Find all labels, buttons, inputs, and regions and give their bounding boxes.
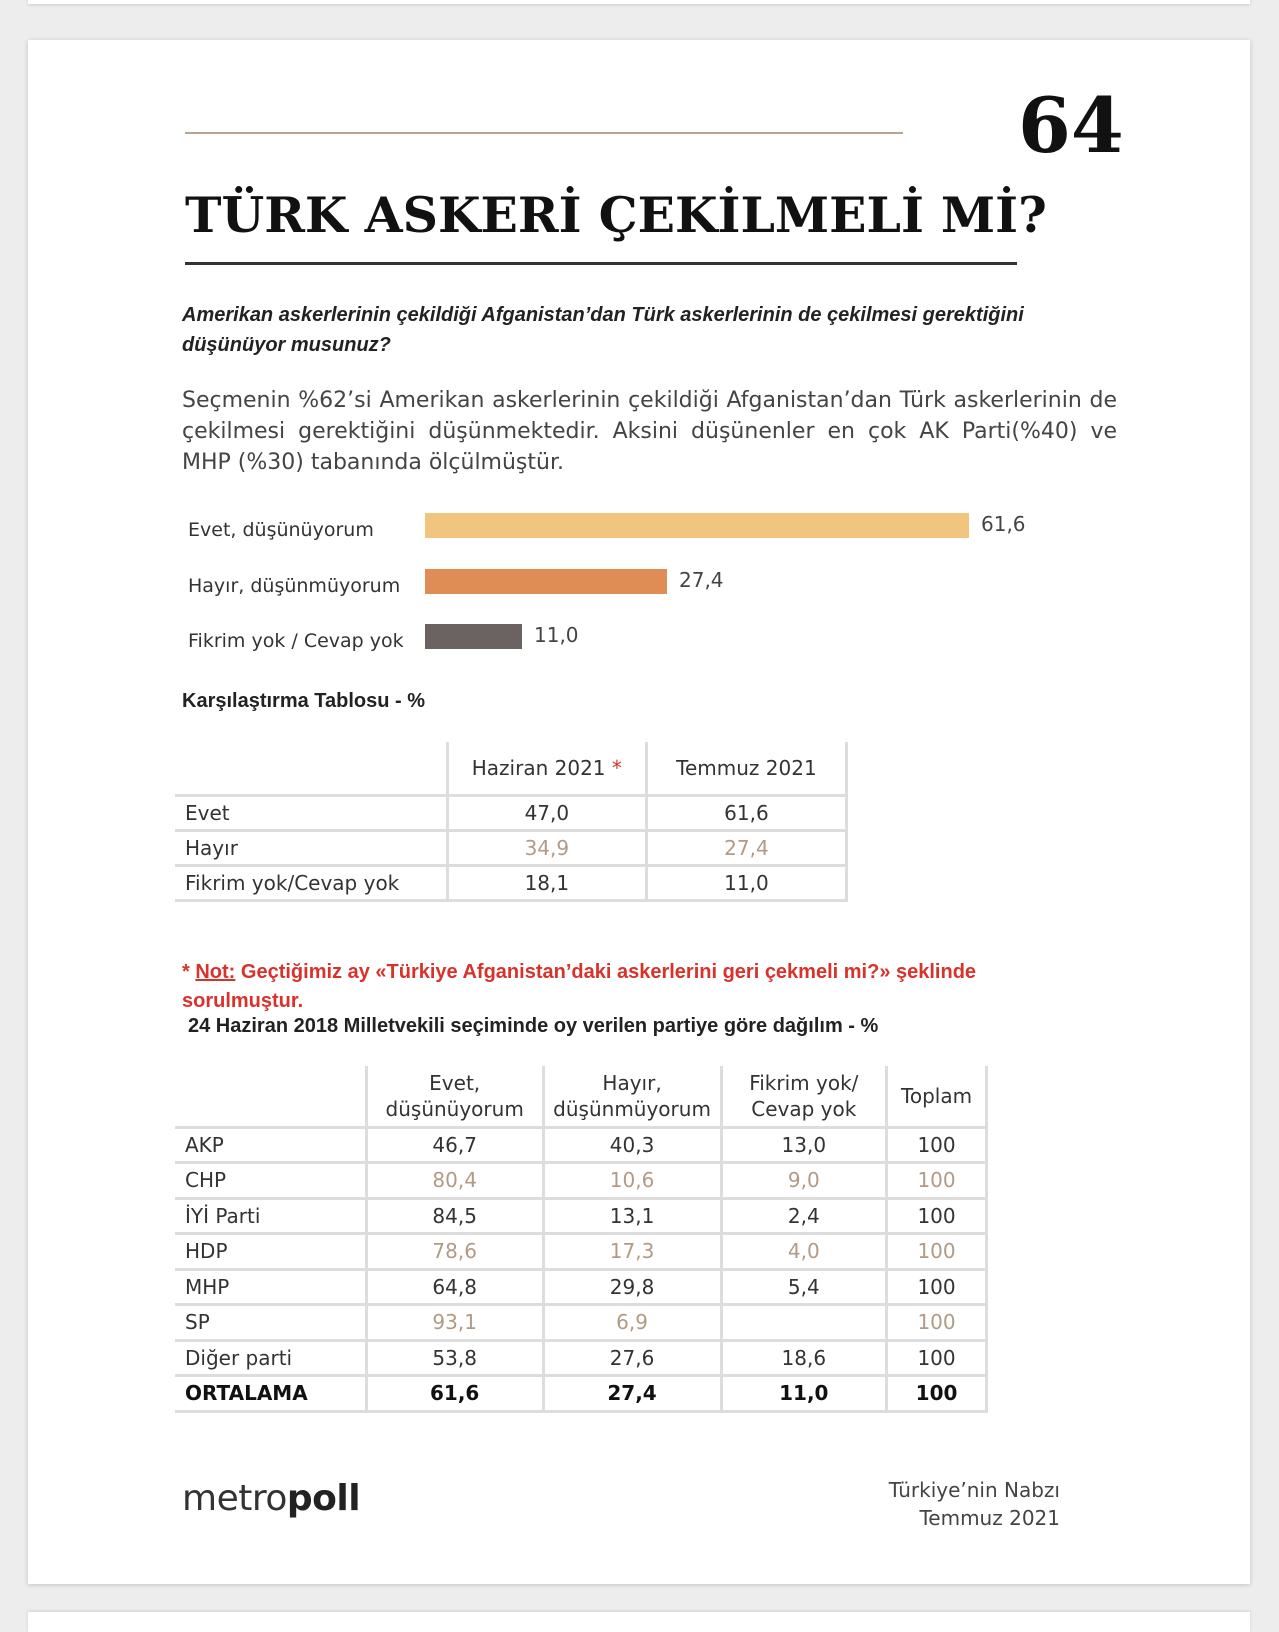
footnote-label: Not: (195, 961, 236, 983)
bar-value-label: 27,4 (679, 568, 724, 592)
party-cell: 100 (887, 1340, 987, 1376)
comparison-header-june (447, 742, 646, 795)
party-table-title: 24 Haziran 2018 Milletvekili seçiminde oy verilen partiye göre dağılım - % (188, 1015, 879, 1037)
bar (425, 624, 522, 649)
bar-label: Fikrim yok / Cevap yok (188, 630, 404, 652)
comparison-table (175, 742, 848, 902)
party-cell: 11,0 (721, 1376, 887, 1412)
table-row (175, 795, 847, 830)
row-label: Evet (175, 795, 447, 830)
cell-june: 34,9 (447, 830, 646, 865)
party-label: Diğer parti (185, 1345, 293, 1370)
header-yes: Evet, düşünüyorum (366, 1066, 543, 1127)
party-cell: 2,4 (721, 1198, 887, 1234)
report-page (28, 40, 1250, 1584)
table-row (175, 1305, 987, 1341)
table-row (175, 1127, 987, 1163)
party-header-row (175, 1066, 987, 1127)
logo-part-metro: metro (182, 1478, 287, 1519)
party-header-empty (175, 1066, 366, 1127)
june-header-star: * (611, 755, 622, 780)
party-label: İYİ Parti (185, 1203, 261, 1228)
party-cell: 100 (887, 1269, 987, 1305)
party-cell: 5,4 (721, 1269, 887, 1305)
bar-value-label: 11,0 (534, 623, 579, 647)
party-cell: 6,9 (543, 1305, 721, 1341)
title-underline (185, 262, 1017, 265)
survey-question: Amerikan askerlerinin çekildiği Afganistan’dan Türk askerlerinin de çekilmesi gerektiğini düşünüyor musunuz? (182, 304, 1024, 356)
table-row (175, 830, 847, 865)
party-table (175, 1066, 988, 1413)
party-cell: 78,6 (366, 1234, 543, 1270)
page-title: TÜRK ASKERİ ÇEKİLMELİ Mİ? (185, 186, 1047, 244)
footer-line1: Türkiye’nin Nabzı (888, 1478, 1060, 1502)
bar (425, 569, 667, 594)
cell-july: 27,4 (646, 830, 846, 865)
bar-label: Evet, düşünüyorum (188, 519, 374, 541)
logo-part-poll: poll (286, 1478, 361, 1519)
bar (425, 513, 969, 538)
party-label: AKP (185, 1132, 224, 1157)
header-total: Toplam (887, 1066, 987, 1127)
party-cell: 61,6 (366, 1376, 543, 1412)
party-label: SP (185, 1310, 210, 1335)
bar-value-label: 61,6 (981, 512, 1026, 536)
party-cell: 100 (887, 1198, 987, 1234)
party-cell: 100 (887, 1305, 987, 1341)
party-cell: 84,5 (366, 1198, 543, 1234)
row-label: Fikrim yok/Cevap yok (175, 865, 447, 900)
party-cell: 93,1 (366, 1305, 543, 1341)
party-label: ORTALAMA (185, 1381, 308, 1406)
footnote-star: * (182, 961, 190, 983)
table-row (175, 1269, 987, 1305)
cell-july: 61,6 (646, 795, 846, 830)
cell-june: 18,1 (447, 865, 646, 900)
party-cell: 10,6 (543, 1163, 721, 1199)
table-row (175, 1198, 987, 1234)
party-cell: 18,6 (721, 1340, 887, 1376)
party-cell: 100 (887, 1163, 987, 1199)
header-no-opinion: Fikrim yok/ Cevap yok (721, 1066, 887, 1127)
party-cell: 27,4 (543, 1376, 721, 1412)
table-row (175, 1340, 987, 1376)
party-cell: 100 (887, 1234, 987, 1270)
header-no: Hayır, düşünmüyorum (543, 1066, 721, 1127)
party-cell: 13,0 (721, 1127, 887, 1163)
footer (889, 1476, 1060, 1532)
party-label: MHP (185, 1274, 230, 1299)
comparison-header-empty (175, 742, 447, 795)
previous-page-card (28, 0, 1250, 4)
table-row (175, 1234, 987, 1270)
summary-paragraph: Seçmenin %62’si Amerikan askerlerinin çekildiği Afganistan’dan Türk askerlerinin de çekilmesi gerektiğini düşünmektedir. Aksini düşünenler en çok AK Parti(%40) ve MHP (%30) tabanında ölçülmüştür. (182, 388, 1117, 475)
party-cell: 64,8 (366, 1269, 543, 1305)
party-cell: 29,8 (543, 1269, 721, 1305)
table-row (175, 865, 847, 900)
party-cell: 4,0 (721, 1234, 887, 1270)
footnote-text: Geçtiğimiz ay «Türkiye Afganistan’daki askerlerini geri çekmeli mi?» şeklinde sorulmuştur. (182, 961, 977, 1012)
header-rule (185, 132, 903, 134)
party-label: HDP (185, 1239, 228, 1264)
party-label: CHP (185, 1168, 227, 1193)
comparison-header-row (175, 742, 847, 795)
party-cell: 9,0 (721, 1163, 887, 1199)
party-cell: 27,6 (543, 1340, 721, 1376)
comparison-header-july: Temmuz 2021 (646, 742, 846, 795)
bar-label: Hayır, düşünmüyorum (188, 575, 401, 597)
party-cell: 80,4 (366, 1163, 543, 1199)
row-label: Hayır (175, 830, 447, 865)
table-row (175, 1163, 987, 1199)
party-cell: 46,7 (366, 1127, 543, 1163)
party-cell: 40,3 (543, 1127, 721, 1163)
party-cell: 100 (887, 1127, 987, 1163)
page-number: 64 (1018, 81, 1124, 170)
metropoll-logo (182, 1478, 360, 1519)
party-cell: 13,1 (543, 1198, 721, 1234)
june-header-label: Haziran 2021 (471, 755, 606, 780)
party-cell: 100 (887, 1376, 987, 1412)
party-cell: 53,8 (366, 1340, 543, 1376)
table-row (175, 1376, 987, 1412)
party-cell: 17,3 (543, 1234, 721, 1270)
party-cell (721, 1305, 887, 1341)
footnote (182, 958, 1042, 1016)
cell-july: 11,0 (646, 865, 846, 900)
cell-june: 47,0 (447, 795, 646, 830)
next-page-card (28, 1612, 1250, 1632)
comparison-table-title: Karşılaştırma Tablosu - % (182, 690, 426, 712)
footer-line2: Temmuz 2021 (919, 1506, 1060, 1530)
